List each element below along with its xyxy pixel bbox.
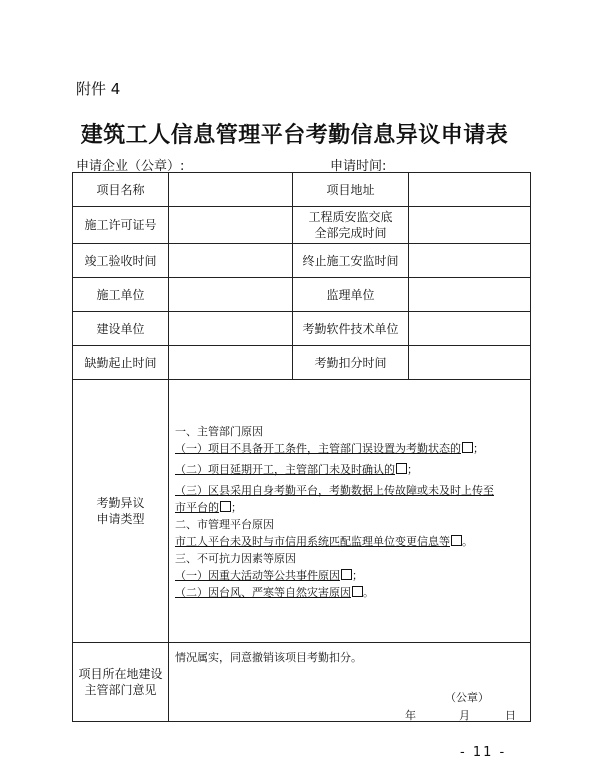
dept-opinion-label-line1: 项目所在地建设 — [78, 667, 163, 681]
dept-opinion-label — [73, 643, 169, 722]
safety-handover-label-line1: 工程质安监交底 — [308, 210, 393, 224]
section-force-majeure: 三、不可抗力因素等原因 — [175, 552, 296, 565]
dept-opinion-field[interactable] — [169, 643, 531, 722]
safety-handover-time-field[interactable] — [409, 207, 531, 244]
absence-period-field[interactable] — [169, 346, 293, 380]
section-city-platform: 二、市管理平台原因 — [175, 518, 274, 531]
checkbox[interactable] — [341, 569, 352, 580]
project-address-label: 项目地址 — [293, 173, 409, 207]
option-natural-disaster[interactable] — [175, 584, 524, 601]
checkbox[interactable] — [451, 535, 462, 546]
form-row — [73, 346, 531, 380]
option-delayed[interactable] — [175, 461, 524, 478]
option-credit-mismatch-text: 市工人平台未及时与市信用系统匹配监理单位变更信息等 — [175, 535, 450, 548]
construction-permit-field[interactable] — [169, 207, 293, 244]
option-delayed-text: （二）项目延期开工，主管部门未及时确认的 — [175, 463, 395, 476]
option-public-event-text: （一）因重大活动等公共事件原因 — [175, 569, 340, 582]
supervision-unit-field[interactable] — [409, 278, 531, 312]
option-public-event[interactable] — [175, 567, 524, 584]
option-credit-mismatch-end: 。 — [462, 535, 473, 548]
checkbox[interactable] — [396, 463, 407, 474]
checkbox[interactable] — [462, 442, 473, 453]
apply-time-label: 申请时间: — [330, 159, 387, 174]
construction-unit-field[interactable] — [169, 278, 293, 312]
day-label: 日 — [505, 709, 516, 722]
section-dept-reasons: 一、主管部门原因 — [175, 425, 263, 438]
construction-unit-label: 施工单位 — [73, 278, 169, 312]
option-district-platform-text2: 市平台的 — [175, 501, 219, 514]
option-district-platform-text1: （三）区县采用自身考勤平台，考勤数据上传故障或未及时上传至 — [175, 484, 494, 497]
objection-type-label-line2: 申请类型 — [96, 512, 145, 526]
checkbox[interactable] — [352, 586, 363, 597]
opinion-text: 情况属实，同意撤销该项目考勤扣分。 — [175, 651, 362, 664]
form-row — [73, 173, 531, 207]
option-public-event-end: ； — [352, 569, 363, 582]
project-name-field[interactable] — [169, 173, 293, 207]
objection-options — [169, 380, 531, 643]
safety-handover-label-line2: 全部完成时间 — [314, 226, 387, 240]
developer-unit-label: 建设单位 — [73, 312, 169, 346]
construction-permit-label: 施工许可证号 — [73, 207, 169, 244]
option-not-ready-end: ； — [473, 442, 484, 455]
year-label: 年 — [405, 709, 416, 722]
attachment-label: 附件 4 — [76, 80, 121, 98]
option-natural-disaster-text: （二）因台风、严寒等自然灾害原因 — [175, 586, 351, 599]
objection-form-table — [72, 172, 531, 722]
deduction-time-field[interactable] — [409, 346, 531, 380]
option-not-ready-text: （一）项目不具备开工条件，主管部门误设置为考勤状态的 — [175, 442, 461, 455]
form-row — [73, 244, 531, 278]
objection-type-row — [73, 380, 531, 643]
deduction-time-label: 考勤扣分时间 — [293, 346, 409, 380]
opinion-row — [73, 643, 531, 722]
month-label: 月 — [459, 709, 470, 722]
option-not-ready[interactable] — [175, 440, 524, 457]
attendance-software-unit-label: 考勤软件技术单位 — [293, 312, 409, 346]
checkbox[interactable] — [220, 501, 231, 512]
safety-supervision-end-time-field[interactable] — [409, 244, 531, 278]
project-address-field[interactable] — [409, 173, 531, 207]
attendance-software-unit-field[interactable] — [409, 312, 531, 346]
safety-handover-time-label — [293, 207, 409, 244]
form-row — [73, 312, 531, 346]
option-credit-mismatch[interactable] — [175, 533, 524, 550]
developer-unit-field[interactable] — [169, 312, 293, 346]
objection-type-label — [73, 380, 169, 643]
form-row — [73, 278, 531, 312]
completion-acceptance-time-label: 竣工验收时间 — [73, 244, 169, 278]
option-natural-disaster-end: 。 — [363, 586, 374, 599]
option-district-platform[interactable] — [175, 482, 524, 516]
absence-period-label: 缺勤起止时间 — [73, 346, 169, 380]
applicant-company-label: 申请企业（公章）: — [76, 159, 185, 174]
supervision-unit-label: 监理单位 — [293, 278, 409, 312]
official-seal-label: （公章） — [445, 691, 489, 704]
dept-opinion-label-line2: 主管部门意见 — [84, 683, 157, 697]
option-delayed-end: ； — [407, 463, 418, 476]
form-title: 建筑工人信息管理平台考勤信息异议申请表 — [80, 122, 509, 148]
completion-acceptance-time-field[interactable] — [169, 244, 293, 278]
option-district-platform-end: ； — [231, 501, 242, 514]
objection-type-label-line1: 考勤异议 — [96, 496, 145, 510]
project-name-label: 项目名称 — [73, 173, 169, 207]
page-number: - 11 - — [460, 745, 507, 760]
safety-supervision-end-time-label: 终止施工安监时间 — [293, 244, 409, 278]
form-row — [73, 207, 531, 244]
